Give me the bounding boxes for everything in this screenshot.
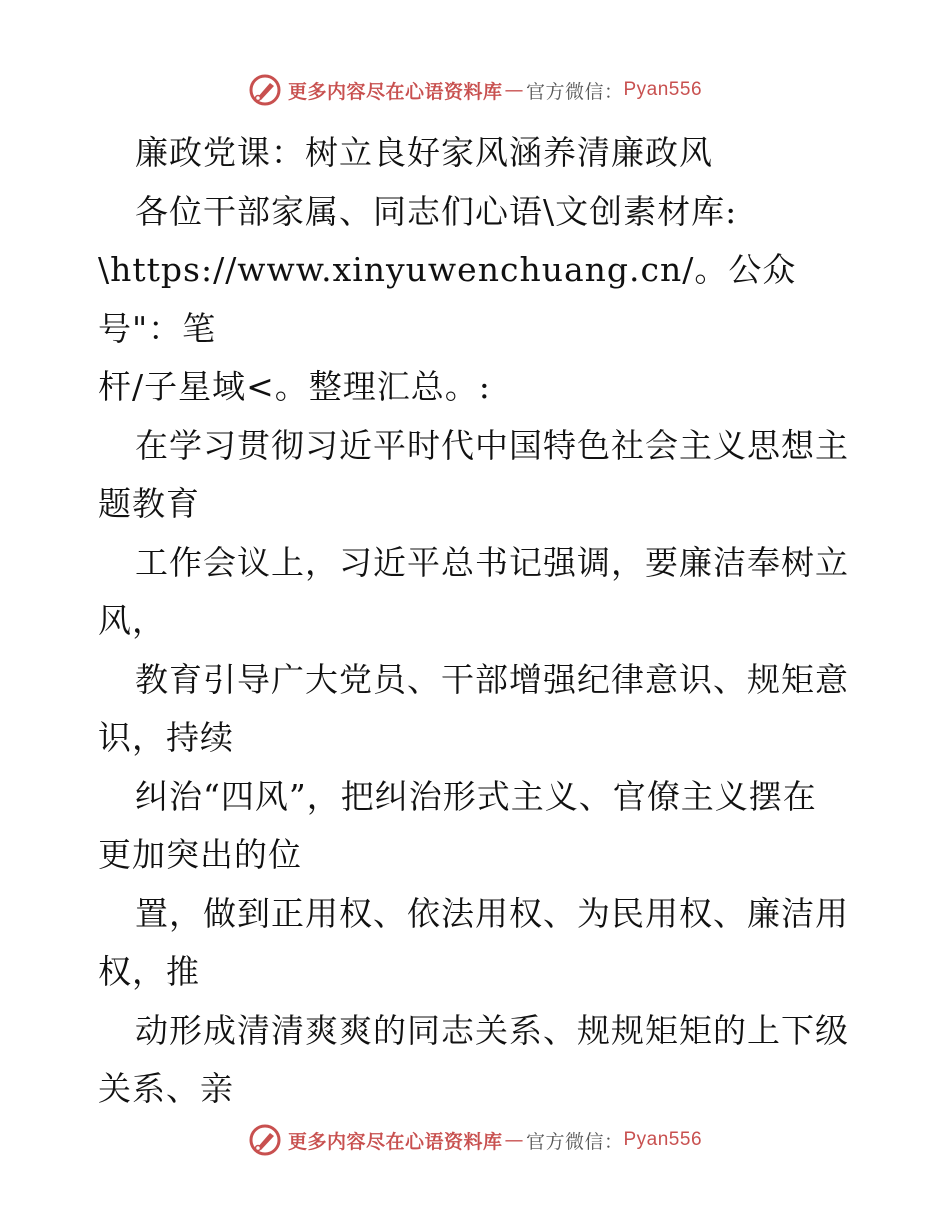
text-line: 在学习贯彻习近平时代中国特色社会主义思想主 bbox=[135, 425, 849, 465]
text-line: 关系、亲 bbox=[98, 1069, 234, 1108]
watermark-wechat-id: Pyan556 bbox=[623, 79, 703, 100]
text-line: 更加突出的位 bbox=[98, 835, 302, 874]
pen-logo-icon bbox=[248, 73, 282, 107]
text-line: 识，持续 bbox=[98, 718, 234, 757]
document-body bbox=[98, 124, 850, 1119]
text-line: 教育引导广大党员、干部增强纪律意识、规矩意 bbox=[135, 659, 849, 699]
text-line: 纠治“四风”，把纠治形式主义、官僚主义摆在 bbox=[135, 776, 817, 816]
watermark-dash: — bbox=[504, 1129, 524, 1151]
text-line: 廉政党课：树立良好家风涵养清廉政风 bbox=[135, 133, 713, 172]
watermark-dash: — bbox=[504, 79, 524, 101]
text-line: 杆/子星域<。整理汇总。: bbox=[98, 367, 491, 406]
pen-logo-icon bbox=[248, 1123, 282, 1157]
watermark-wechat-id: Pyan556 bbox=[623, 1129, 703, 1150]
watermark-main-text: 更多内容尽在心语资料库 bbox=[287, 1130, 503, 1153]
text-line: 各位干部家属、同志们心语\文创素材库: bbox=[135, 191, 738, 231]
text-line: 风， bbox=[98, 601, 166, 640]
text-line: 动形成清清爽爽的同志关系、规规矩矩的上下级 bbox=[135, 1010, 849, 1050]
header-watermark bbox=[0, 70, 950, 110]
text-line: 置，做到正用权、依法用权、为民用权、廉洁用 bbox=[135, 893, 849, 933]
watermark-wechat-label: 官方微信： bbox=[525, 80, 624, 103]
text-line: 工作会议上，习近平总书记强调，要廉洁奉树立 bbox=[135, 542, 849, 582]
text-line: 权，推 bbox=[98, 952, 200, 991]
footer-watermark bbox=[0, 1120, 950, 1160]
watermark-wechat-label: 官方微信： bbox=[525, 1130, 624, 1153]
text-line: 题教育 bbox=[98, 484, 200, 523]
watermark-main-text: 更多内容尽在心语资料库 bbox=[287, 80, 503, 103]
text-line: \https://www.xinyuwenchuang.cn/。公众号"：笔 bbox=[98, 250, 797, 348]
